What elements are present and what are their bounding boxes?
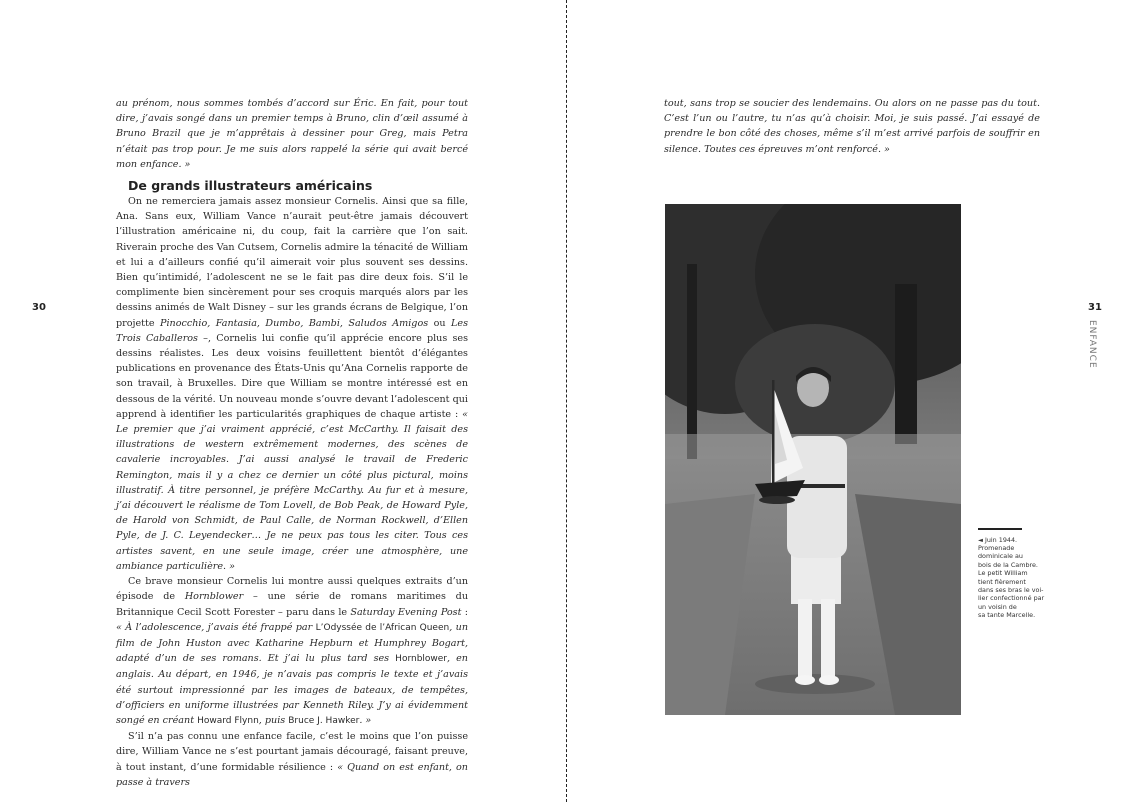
paragraph-2 <box>116 574 468 729</box>
caption-rule <box>978 528 1022 530</box>
caption-line: sa tante Marcelle. <box>978 611 1036 620</box>
photo-illustration <box>665 204 961 715</box>
caption-line-date <box>978 536 1050 544</box>
title-run: Bruce J. Hawker <box>288 715 360 726</box>
caption-line: Promenade <box>978 543 1015 552</box>
text-run: On ne remerciera jamais assez monsieur Cornelis. Ainsi que sa fille, Ana. Sans eux, William Vance n’aurait peut-être jamais découvert l’illustration américaine ni, du coup, fait la carrière que l’on sait. Riverain proche des Van Cutsem, Cornelis admire la ténacité de William et lui a d’ailleurs confié qu’il aimerait voir plus souvent ses dessins. Bien qu’intimidé, l’adolescent ne se le fait pas dire deux fois. S’il le complimente bien sincèrement pour ses croquis marqués alors par les dessins animés de Walt Disney – sur les grands écrans de Belgique, l’on projette <box>116 196 468 329</box>
caption-line: tient fièrement <box>978 577 1026 586</box>
text-run: Pinocchio, Fantasia, Dumbo, Bambi, Saludos Amigos <box>160 317 429 329</box>
text-run: : <box>461 606 468 618</box>
quote-run: « À l’adolescence, j’avais été frappé par <box>116 621 316 633</box>
section-heading: De grands illustrateurs américains <box>128 178 373 194</box>
quote-run: , un film de John Huston avec Katharine Hepburn et Humphrey Bogart, adapté d’un de ses romans. Et j’ai lu plus tard ses <box>116 621 468 665</box>
paragraph-1 <box>116 194 468 574</box>
title-run: L’Odyssée de l’African Queen <box>315 622 450 633</box>
quote-run: « Quand on est enfant, on passe à travers <box>116 761 468 788</box>
text-run: Ce brave monsieur Cornelis lui montre aussi quelques extraits d’un épisode de <box>116 576 468 603</box>
caption-arrow-icon: ◄ <box>978 535 983 544</box>
quote-run: . » <box>359 714 372 726</box>
title-run: Howard Flynn <box>197 715 259 726</box>
caption-line: Le petit William <box>978 569 1028 578</box>
text-run: –, Cornelis lui confie qu’il apprécie encore plus ses dessins réalistes. Les deux voisins feuillettent bientôt d’élégantes publications en provenance des États-Unis qu’Ana Cornelis rapporte de son travail, à Bruxelles. Dire que William se montre intéressé est en dessous de la vérité. Un nouveau monde s’ouvre devant l’adolescent qui apprend à identifier les particularités graphiques de chaque artiste : <box>116 332 468 420</box>
carry-over-paragraph-right: tout, sans trop se soucier des lendemains. Ou alors on ne passe pas du tout. C’est l’un ou l’autre, tu n’as qu’à choisir. Moi, je suis passé. J’ai essayé de prendre le bon côté des choses, même s’il m’est arrivé parfois de souffrir en silence. Toutes ces épreuves m’ont renforcé. » <box>664 98 1040 155</box>
title-run: Hornblower <box>395 654 448 665</box>
text-run: Saturday Evening Post <box>350 606 462 618</box>
carry-over-paragraph-left: au prénom, nous sommes tombés d’accord sur Éric. En fait, pour tout dire, j’avais songé dans un premier temps à Bruno, clin d’œil assumé à Bruno Brazil que je m’apprêtais à dessiner pour Greg, mais Petra n’était pas trop pour. Je me suis alors rappelé la série qui avait bercé mon enfance. » <box>116 98 468 170</box>
quote-run: , en anglais. Au départ, en 1946, je n’avais pas compris le texte et j’avais été surtout impressionné par les images de bateaux, de tempêtes, d’officiers en uniforme illustrées par Kenneth Riley. J’y ai évidemment songé en créant <box>116 653 468 726</box>
left-page <box>0 0 566 802</box>
text-run: Hornblower <box>184 591 244 603</box>
text-run: ou <box>428 317 452 329</box>
caption-line: bois de la Cambre. <box>978 560 1038 569</box>
photo-caption <box>978 528 1050 620</box>
text-run: Les Trois Caballeros <box>116 317 468 344</box>
page-spine-divider <box>566 0 567 802</box>
caption-line: lier confectionné par <box>978 594 1045 603</box>
caption-line: dans ses bras le voi- <box>978 585 1044 594</box>
caption-line: dominicale au <box>978 552 1023 561</box>
page-number-left: 30 <box>32 302 46 313</box>
caption-date: Juin 1944. <box>984 535 1018 544</box>
quote-run: , puis <box>258 714 289 726</box>
photo-boy-with-sailboat <box>665 204 961 715</box>
text-run: – une série de romans maritimes du Britannique Cecil Scott Forester – paru dans le <box>116 591 469 618</box>
quote-run: « Le premier que j’ai vraiment apprécié, c’est McCarthy. Il faisait des illustrations de western extrêmement modernes, des scènes de cavalerie incroyables. J’ai aussi analysé le travail de Frederic Remington, mais il y a chez ce dernier un côté plus pictural, moins illustratif. À titre personnel, je préfère McCarthy. Au fur et à mesure, j’ai découvert le réalisme de Tom Lovell, de Bob Peak, de Howard Pyle, de Harold von Schmidt, de Paul Calle, de Norman Rockwell, d’Ellen Pyle, de J. C. Leyendecker… Je ne peux pas tous les citer. Tous ces artistes savent, en une seule image, créer une atmosphère, une ambiance particulière. » <box>116 408 468 572</box>
right-page <box>568 0 1136 802</box>
left-column <box>116 96 468 790</box>
paragraph-3 <box>116 729 468 790</box>
running-head: ENFANCE <box>1087 320 1097 369</box>
text-run: S’il n’a pas connu une enfance facile, c’est le moins que l’on puisse dire, William Vance ne s’est pourtant jamais découragé, faisant preuve, à tout instant, d’une formidable résilience : <box>116 731 468 773</box>
caption-line: un voisin de <box>978 602 1017 611</box>
page-number-right: 31 <box>1088 302 1102 313</box>
